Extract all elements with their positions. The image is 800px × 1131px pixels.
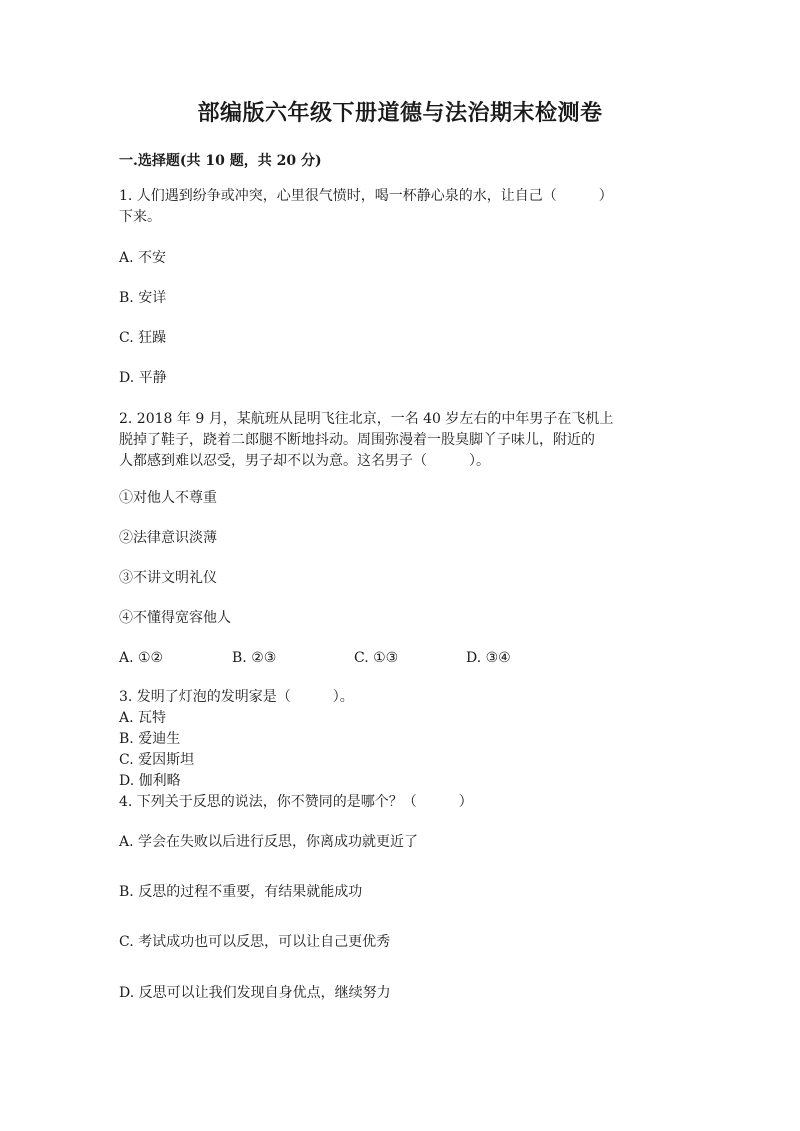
q2-option-d: D. ③④ (466, 650, 511, 666)
q4-option-c: C. 考试成功也可以反思，可以让自己更优秀 (119, 934, 391, 950)
q1-option-b: B. 安详 (119, 290, 167, 306)
q1-stem-line1: 1. 人们遇到纷争或冲突，心里很气愤时，喝一杯静心泉的水，让自己（ ） (119, 188, 613, 204)
q4-option-a: A. 学会在失败以后进行反思，你离成功就更近了 (119, 834, 419, 850)
q4-option-d: D. 反思可以让我们发现自身优点，继续努力 (119, 985, 391, 1001)
q2-statement-4: ④不懂得宽容他人 (119, 610, 231, 626)
q1-stem-line2: 下来。 (119, 209, 161, 225)
q3-option-b: B. 爱迪生 (119, 731, 181, 747)
q3-option-c: C. 爱因斯坦 (119, 752, 195, 768)
q2-option-c: C. ①③ (354, 650, 399, 666)
q3-stem: 3. 发明了灯泡的发明家是（ ）。 (119, 689, 354, 705)
q2-stem-line3: 人都感到难以忍受，男子却不以为意。这名男子（ ）。 (119, 453, 490, 469)
section-heading: 一.选择题(共 10 题，共 20 分) (119, 153, 322, 169)
q2-statement-1: ①对他人不尊重 (119, 490, 217, 506)
q2-option-b: B. ②③ (232, 650, 277, 666)
q1-option-c: C. 狂躁 (119, 330, 167, 346)
q2-stem-line1: 2. 2018 年 9 月，某航班从昆明飞往北京，一名 40 岁左右的中年男子在飞机上 (119, 411, 614, 427)
q2-statement-3: ③不讲文明礼仪 (119, 570, 217, 586)
q1-option-a: A. 不安 (119, 250, 167, 266)
exam-title: 部编版六年级下册道德与法治期末检测卷 (197, 100, 603, 126)
q4-option-b: B. 反思的过程不重要，有结果就能成功 (119, 884, 363, 900)
q2-stem-line2: 脱掉了鞋子，跷着二郎腿不断地抖动。周围弥漫着一股臭脚丫子味儿，附近的 (119, 432, 595, 448)
q3-option-d: D. 伽利略 (119, 773, 181, 789)
q1-option-d: D. 平静 (119, 370, 167, 386)
q4-stem: 4. 下列关于反思的说法，你不赞同的是哪个？（ ） (119, 794, 473, 810)
q3-option-a: A. 瓦特 (119, 710, 167, 726)
q2-option-a: A. ①② (119, 650, 164, 666)
q2-statement-2: ②法律意识淡薄 (119, 530, 217, 546)
q2-options-row (119, 648, 679, 668)
